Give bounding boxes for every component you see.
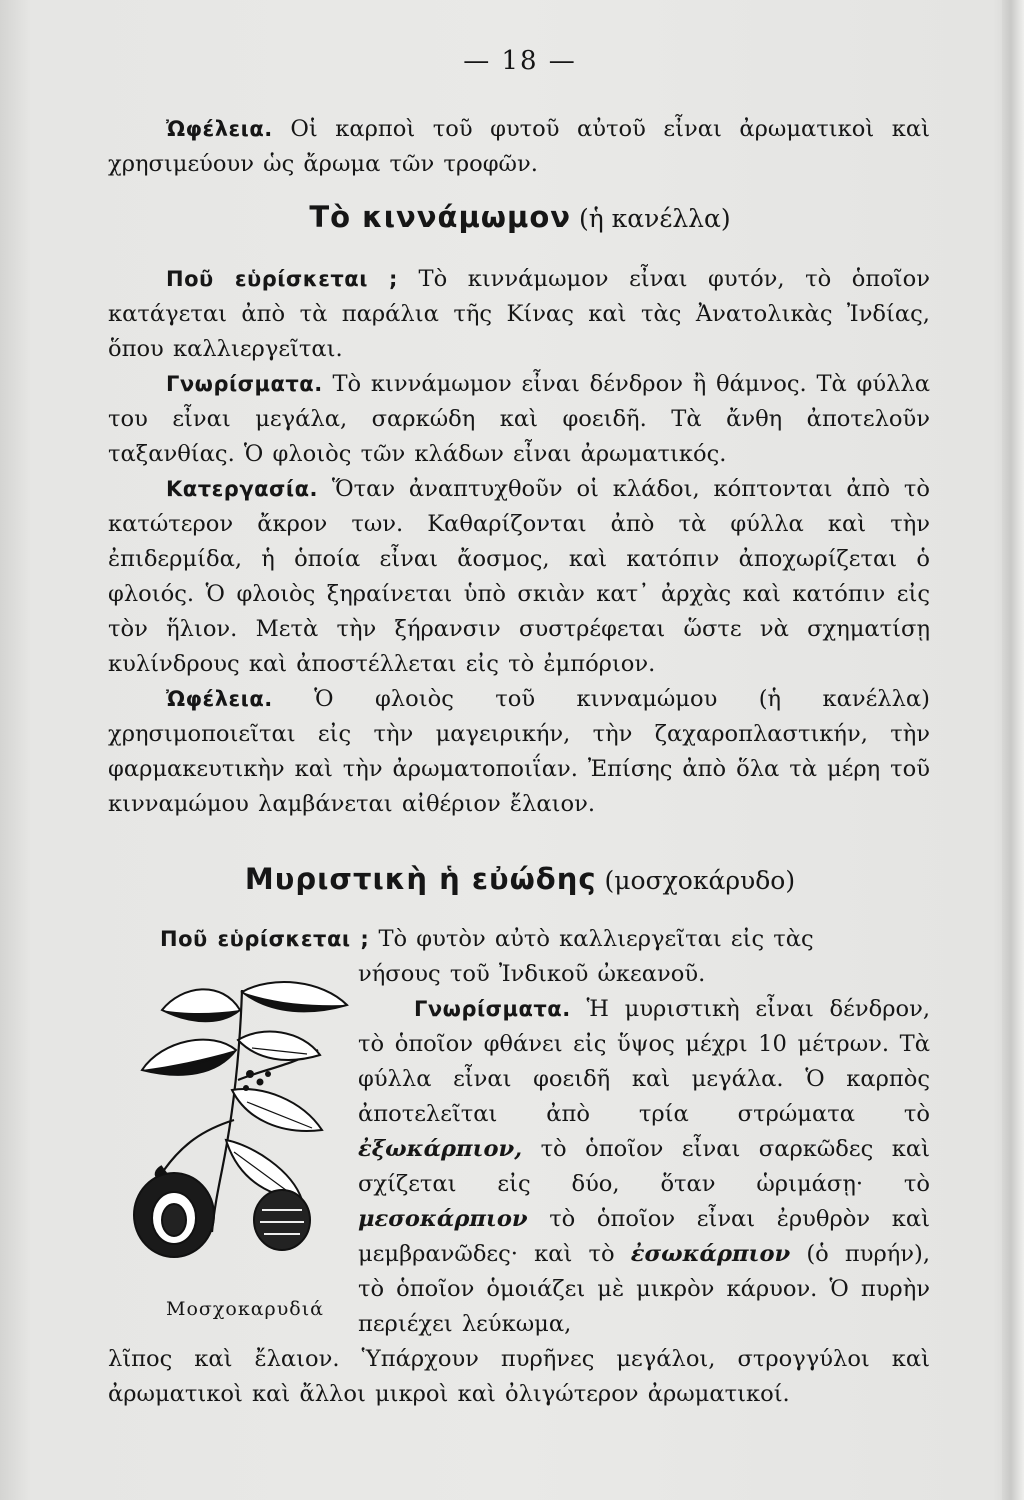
nutmeg-where-continuation: νήσους τοῦ Ἰνδικοῦ ὠκεανοῦ. — [358, 961, 706, 987]
nutmeg-features-paragraph — [358, 992, 930, 1342]
cinnamon-where-paragraph — [108, 262, 930, 367]
nutmeg-features-text-d: (ὁ πυρήν), τὸ ὁποῖον ὁμοιάζει μὲ μικρὸν κάρυον. Ὁ πυρὴν περιέχει λεύκωμα, — [358, 1241, 931, 1337]
intro-label: Ὠφέλεια. — [166, 117, 273, 141]
nutmeg-title: Μυριστικὴ ἡ εὐώδης — [244, 862, 597, 896]
nutmeg-wrap-column — [358, 957, 930, 1342]
nutmeg-final-paragraph: λῖπος καὶ ἔλαιον. Ὑπάρχουν πυρῆνες μεγάλοι, στρογγύλοι καὶ ἀρωματικοὶ καὶ ἄλλοι μικροὶ καὶ ὀλιγώτερον ἀρωματικοί. — [108, 1346, 930, 1407]
cinnamon-where-label: Ποῦ εὑρίσκεται ; — [166, 267, 398, 291]
nutmeg-final-section — [108, 1342, 930, 1412]
cinnamon-benefit-label: Ὠφέλεια. — [166, 687, 273, 711]
cinnamon-processing-label: Κατεργασία. — [166, 477, 318, 501]
cinnamon-heading — [0, 200, 1024, 234]
intro-paragraph — [108, 112, 930, 182]
nutmeg-heading — [0, 862, 1024, 896]
nutmeg-features-text-c: τὸ ὁποῖον εἶναι ἐρυθρὸν καὶ μεμβρανῶδες· καὶ τὸ — [358, 1206, 930, 1267]
figure-caption: Μοσχοκαρυδιά — [166, 1298, 324, 1320]
cinnamon-features-paragraph — [108, 367, 930, 472]
nutmeg-features-label: Γνωρίσματα. — [414, 997, 571, 1021]
nutmeg-features-text-a: Ἡ μυριστικὴ εἶναι δένδρον, τὸ ὁποῖον φθάνει εἰς ὕψος μέχρι 10 μέτρων. Τὰ φύλλα εἶναι φοειδῆ καὶ μεγάλα. Ὁ καρπὸς ἀποτελεῖται ἀπὸ τρία στρώματα τὸ — [358, 996, 931, 1127]
nutmeg-where-label: Ποῦ εὑρίσκεται ; — [160, 927, 370, 951]
cinnamon-benefit-text: Ὁ φλοιὸς τοῦ κινναμώμου (ἡ κανέλλα) χρησιμοποιεῖται εἰς τὴν μαγειρικήν, τὴν ζαχαροπλαστικήν, τὴν φαρμακευτικὴν καὶ τὴν ἀρωματοποιΐαν. Ἐπίσης ἀπὸ ὅλα τὰ μέρη τοῦ κινναμώμου λαμβάνεται αἰθέριον ἔλαιον. — [108, 686, 930, 817]
nutmeg-title-sub: (μοσχοκάρυδο) — [604, 866, 796, 895]
cinnamon-benefit-paragraph — [108, 682, 930, 822]
cinnamon-where-text: Τὸ κιννάμωμον εἶναι φυτόν, τὸ ὁποῖον κατάγεται ἀπὸ τὰ παράλια τῆς Κίνας καὶ τὰς Ἀνατολικὰς Ἰνδίας, ὅπου καλλιεργεῖται. — [108, 266, 930, 362]
nutmeg-branch-icon — [122, 970, 362, 1260]
cinnamon-title: Τὸ κιννάμωμον — [309, 200, 572, 234]
cinnamon-processing-text: Ὅταν ἀναπτυχθοῦν οἱ κλάδοι, κόπτονται ἀπὸ τὸ κατώτερον ἄκρον των. Καθαρίζονται ἀπὸ τὰ φύλλα καὶ τὴν ἐπιδερμίδα, ἡ ὁποία εἶναι ἄοσμος, καὶ κατόπιν ἀποχωρίζεται ὁ φλοιός. Ὁ φλοιὸς ξηραίνεται ὑπὸ σκιὰν κατ᾽ ἀρχὰς καὶ κατόπιν εἰς τὸν ἥλιον. Μετὰ τὴν ξήρανσιν συστρέφεται ὥστε νὰ σχηματίσῃ κυλίνδρους καὶ ἀποστέλλεται εἰς τὸ ἐμπόριον. — [108, 476, 930, 677]
nutmeg-illustration — [122, 970, 362, 1260]
nutmeg-where-text-1: Τὸ φυτὸν αὐτὸ καλλιεργεῖται εἰς τὰς — [378, 926, 814, 952]
cinnamon-section — [108, 262, 930, 822]
nutmeg-where-paragraph — [108, 922, 930, 957]
intro-text: Οἱ καρποὶ τοῦ φυτοῦ αὐτοῦ εἶναι ἀρωματικοὶ καὶ χρησιμεύουν ὡς ἄρωμα τῶν τροφῶν. — [108, 116, 930, 177]
intro-section — [108, 112, 930, 182]
cinnamon-features-label: Γνωρίσματα. — [166, 372, 323, 396]
nutmeg-term-exocarp: ἐξωκάρπιον, — [358, 1136, 523, 1162]
page-number: — 18 — — [463, 46, 577, 76]
nutmeg-where-section — [108, 922, 930, 957]
nutmeg-term-endocarp: ἐσωκάρπιον — [630, 1241, 791, 1267]
cinnamon-title-sub: (ἡ κανέλλα) — [578, 204, 731, 233]
cinnamon-features-text: Τὸ κιννάμωμον εἶναι δένδρον ἢ θάμνος. Τὰ φύλλα του εἶναι μεγάλα, σαρκώδη καὶ φοειδῆ. Τὰ ἄνθη ἀποτελοῦν ταξανθίας. Ὁ φλοιὸς τῶν κλάδων εἶναι ἀρωματικός. — [108, 371, 930, 467]
cinnamon-processing-paragraph — [108, 472, 930, 682]
nutmeg-term-mesocarp: μεσοκάρπιον — [358, 1206, 528, 1232]
nutmeg-features-text-b: τὸ ὁποῖον εἶναι σαρκῶδες καὶ σχίζεται εἰς δύο, ὅταν ὡριμάσῃ· τὸ — [358, 1136, 931, 1197]
